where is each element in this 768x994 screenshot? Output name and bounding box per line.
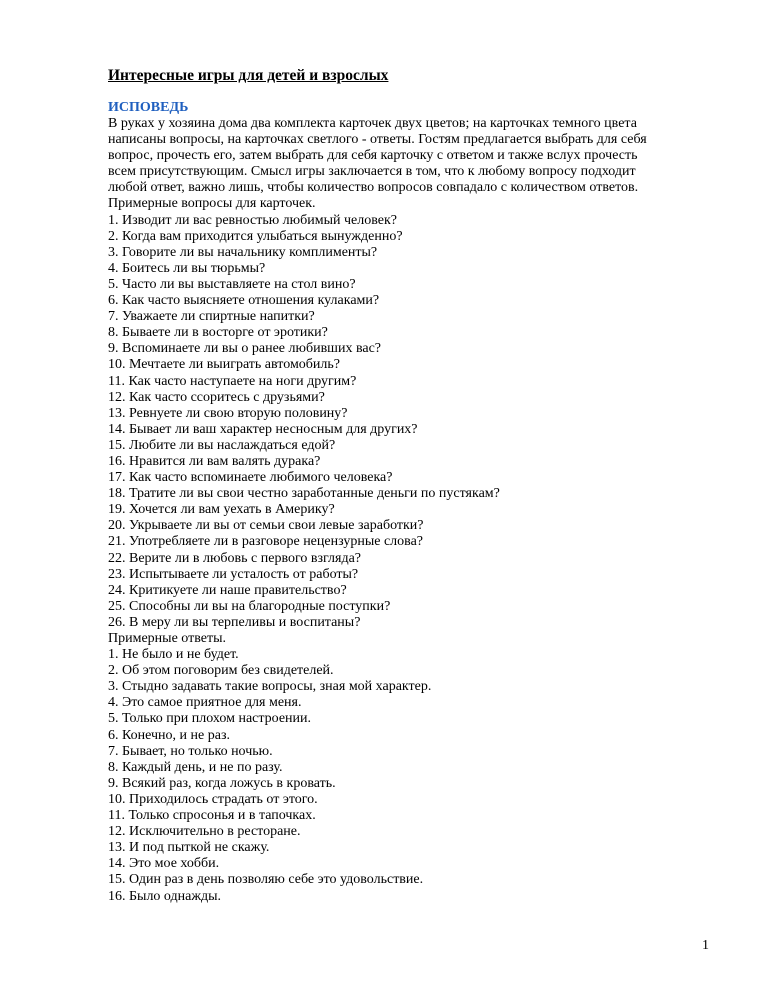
question-item: 11. Как часто наступаете на ноги другим? [108, 373, 357, 389]
question-item: 17. Как часто вспоминаете любимого человека? [108, 470, 393, 486]
answers-heading: Примерные ответы. [108, 631, 226, 646]
question-item: 23. Испытываете ли усталость от работы? [108, 566, 359, 582]
section-heading: ИСПОВЕДЬ [108, 100, 189, 115]
answer-item: 2. Об этом поговорим без свидетелей. [108, 663, 334, 679]
questions-list [108, 213, 708, 631]
question-item: 21. Употребляете ли в разговоре нецензурные слова? [108, 534, 423, 550]
question-item: 12. Как часто ссоритесь с друзьями? [108, 389, 325, 405]
document-title: Интересные игры для детей и взрослых [108, 67, 389, 84]
answer-item: 12. Исключительно в ресторане. [108, 824, 301, 840]
answer-item: 8. Каждый день, и не по разу. [108, 759, 283, 775]
answer-item: 15. Один раз в день позволяю себе это удовольствие. [108, 872, 424, 888]
intro-line: всем присутствующим. Смысл игры заключается в том, что к любому вопросу подходит [108, 164, 636, 180]
intro-paragraph [108, 116, 708, 196]
intro-line: написаны вопросы, на карточках светлого - ответы. Гостям предлагается выбрать для себя [108, 132, 647, 148]
page-number: 1 [702, 938, 709, 953]
question-item: 25. Способны ли вы на благородные поступки? [108, 598, 391, 614]
answer-item: 16. Было однажды. [108, 888, 222, 904]
answer-item: 14. Это мое хобби. [108, 856, 220, 872]
question-item: 1. Изводит ли вас ревностью любимый человек? [108, 212, 397, 228]
question-item: 8. Бываете ли в восторге от эротики? [108, 325, 328, 341]
question-item: 7. Уважаете ли спиртные напитки? [108, 309, 315, 325]
question-item: 24. Критикуете ли наше правительство? [108, 582, 347, 598]
answers-list [108, 647, 708, 905]
question-item: 4. Боитесь ли вы тюрьмы? [108, 260, 266, 276]
question-item: 9. Вспоминаете ли вы о ранее любивших вас? [108, 341, 382, 357]
document-page [108, 66, 708, 905]
answer-item: 4. Это самое приятное для меня. [108, 695, 302, 711]
answer-item: 6. Конечно, и не раз. [108, 727, 230, 743]
intro-line: В руках у хозяина дома два комплекта карточек двух цветов; на карточках темного цвета [108, 116, 637, 131]
questions-heading: Примерные вопросы для карточек. [108, 196, 316, 212]
question-item: 20. Укрываете ли вы от семьи свои левые заработки? [108, 518, 424, 534]
question-item: 13. Ревнуете ли свою вторую половину? [108, 405, 348, 421]
question-item: 14. Бывает ли ваш характер несносным для других? [108, 421, 418, 437]
question-item: 26. В меру ли вы терпеливы и воспитаны? [108, 614, 361, 630]
question-item: 22. Верите ли в любовь с первого взгляда? [108, 550, 362, 566]
answer-item: 3. Стыдно задавать такие вопросы, зная мой характер. [108, 679, 432, 695]
answer-item: 9. Всякий раз, когда ложусь в кровать. [108, 775, 336, 791]
question-item: 3. Говорите ли вы начальнику комплименты? [108, 244, 378, 260]
question-item: 5. Часто ли вы выставляете на стол вино? [108, 276, 356, 292]
answer-item: 11. Только спросонья и в тапочках. [108, 808, 316, 824]
answer-item: 13. И под пыткой не скажу. [108, 840, 270, 856]
question-item: 2. Когда вам приходится улыбаться вынужденно? [108, 228, 403, 244]
question-item: 16. Нравится ли вам валять дурака? [108, 453, 321, 469]
intro-line: любой ответ, важно лишь, чтобы количество вопросов совпадало с количеством ответов. [108, 180, 639, 196]
question-item: 6. Как часто выясняете отношения кулаками? [108, 293, 380, 309]
answer-item: 10. Приходилось страдать от этого. [108, 791, 318, 807]
answer-item: 7. Бывает, но только ночью. [108, 743, 273, 759]
answer-item: 1. Не было и не будет. [108, 647, 239, 663]
intro-line: вопрос, прочесть его, затем выбрать для себя карточку с ответом и также вслух прочесть [108, 148, 638, 164]
question-item: 19. Хочется ли вам уехать в Америку? [108, 502, 335, 518]
answer-item: 5. Только при плохом настроении. [108, 711, 312, 727]
question-item: 10. Мечтаете ли выиграть автомобиль? [108, 357, 341, 373]
question-item: 15. Любите ли вы наслаждаться едой? [108, 437, 336, 453]
question-item: 18. Тратите ли вы свои честно заработанные деньги по пустякам? [108, 486, 500, 502]
